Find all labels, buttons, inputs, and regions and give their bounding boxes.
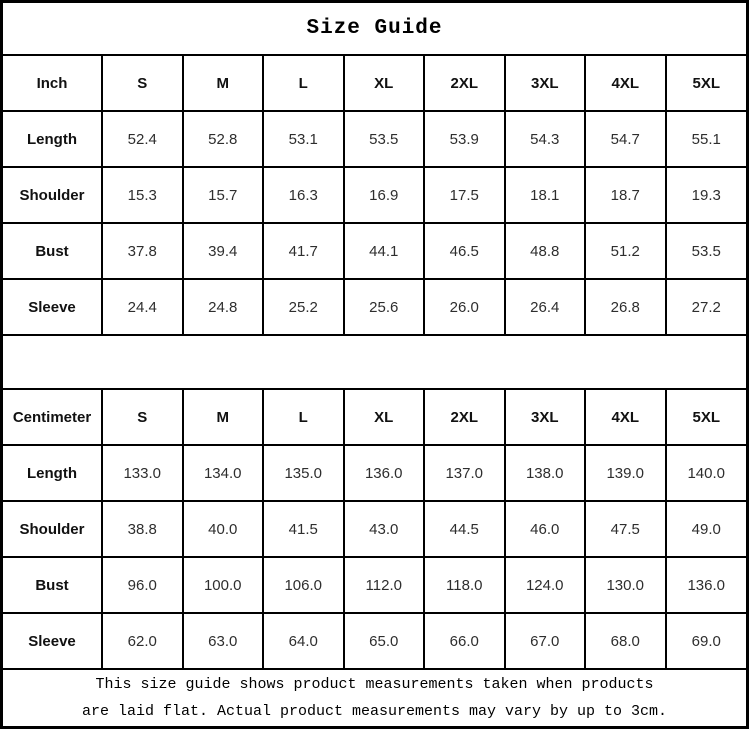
size-value-cell: 136.0 bbox=[344, 445, 425, 501]
size-header-cell: M bbox=[183, 390, 264, 445]
size-value-cell: 139.0 bbox=[585, 445, 666, 501]
size-value-cell: 38.8 bbox=[102, 501, 183, 557]
size-value-cell: 15.7 bbox=[183, 167, 264, 223]
size-value-cell: 69.0 bbox=[666, 613, 747, 668]
size-value-cell: 133.0 bbox=[102, 445, 183, 501]
row-label-cell: Shoulder bbox=[3, 501, 102, 557]
size-value-cell: 54.7 bbox=[585, 111, 666, 167]
size-header-cell: 3XL bbox=[505, 390, 586, 445]
size-value-cell: 37.8 bbox=[102, 223, 183, 279]
inch-size-table bbox=[3, 56, 746, 334]
size-value-cell: 106.0 bbox=[263, 557, 344, 613]
title-row bbox=[3, 3, 746, 56]
table-row bbox=[3, 501, 746, 557]
size-value-cell: 44.5 bbox=[424, 501, 505, 557]
table-row bbox=[3, 613, 746, 668]
size-value-cell: 138.0 bbox=[505, 445, 586, 501]
footer-note-line1: This size guide shows product measurements taken when products bbox=[95, 676, 654, 693]
size-value-cell: 54.3 bbox=[505, 111, 586, 167]
row-label-cell: Sleeve bbox=[3, 613, 102, 668]
size-header-cell: 4XL bbox=[585, 390, 666, 445]
size-value-cell: 41.7 bbox=[263, 223, 344, 279]
size-header-cell: 5XL bbox=[666, 56, 747, 111]
size-value-cell: 52.8 bbox=[183, 111, 264, 167]
size-value-cell: 100.0 bbox=[183, 557, 264, 613]
size-header-cell: 3XL bbox=[505, 56, 586, 111]
unit-header-cell: Inch bbox=[3, 56, 102, 111]
size-value-cell: 48.8 bbox=[505, 223, 586, 279]
row-label-cell: Shoulder bbox=[3, 167, 102, 223]
size-value-cell: 52.4 bbox=[102, 111, 183, 167]
size-value-cell: 55.1 bbox=[666, 111, 747, 167]
size-value-cell: 18.1 bbox=[505, 167, 586, 223]
size-value-cell: 46.0 bbox=[505, 501, 586, 557]
size-header-cell: 2XL bbox=[424, 390, 505, 445]
size-value-cell: 140.0 bbox=[666, 445, 747, 501]
table-row bbox=[3, 557, 746, 613]
size-value-cell: 26.0 bbox=[424, 279, 505, 334]
row-label-cell: Sleeve bbox=[3, 279, 102, 334]
size-value-cell: 47.5 bbox=[585, 501, 666, 557]
size-value-cell: 137.0 bbox=[424, 445, 505, 501]
size-header-cell: XL bbox=[344, 390, 425, 445]
size-value-cell: 68.0 bbox=[585, 613, 666, 668]
size-value-cell: 26.4 bbox=[505, 279, 586, 334]
size-value-cell: 16.3 bbox=[263, 167, 344, 223]
size-header-cell: M bbox=[183, 56, 264, 111]
row-label-cell: Bust bbox=[3, 557, 102, 613]
size-value-cell: 40.0 bbox=[183, 501, 264, 557]
size-value-cell: 25.6 bbox=[344, 279, 425, 334]
row-label-cell: Bust bbox=[3, 223, 102, 279]
table-row bbox=[3, 445, 746, 501]
size-value-cell: 16.9 bbox=[344, 167, 425, 223]
size-value-cell: 62.0 bbox=[102, 613, 183, 668]
table-row bbox=[3, 111, 746, 167]
size-value-cell: 43.0 bbox=[344, 501, 425, 557]
spacer-row bbox=[3, 334, 746, 390]
size-value-cell: 24.4 bbox=[102, 279, 183, 334]
size-value-cell: 67.0 bbox=[505, 613, 586, 668]
size-value-cell: 39.4 bbox=[183, 223, 264, 279]
size-value-cell: 63.0 bbox=[183, 613, 264, 668]
size-value-cell: 46.5 bbox=[424, 223, 505, 279]
size-value-cell: 130.0 bbox=[585, 557, 666, 613]
size-value-cell: 53.1 bbox=[263, 111, 344, 167]
size-value-cell: 136.0 bbox=[666, 557, 747, 613]
size-header-cell: L bbox=[263, 56, 344, 111]
table-row bbox=[3, 279, 746, 334]
size-value-cell: 53.9 bbox=[424, 111, 505, 167]
size-value-cell: 118.0 bbox=[424, 557, 505, 613]
size-value-cell: 112.0 bbox=[344, 557, 425, 613]
table-row bbox=[3, 167, 746, 223]
size-value-cell: 19.3 bbox=[666, 167, 747, 223]
size-value-cell: 66.0 bbox=[424, 613, 505, 668]
cm-size-table bbox=[3, 390, 746, 668]
size-value-cell: 53.5 bbox=[666, 223, 747, 279]
table-row bbox=[3, 223, 746, 279]
footer-note bbox=[3, 668, 746, 726]
cm-header-row bbox=[3, 390, 746, 445]
size-header-cell: 5XL bbox=[666, 390, 747, 445]
size-value-cell: 53.5 bbox=[344, 111, 425, 167]
size-header-cell: L bbox=[263, 390, 344, 445]
size-value-cell: 26.8 bbox=[585, 279, 666, 334]
size-value-cell: 134.0 bbox=[183, 445, 264, 501]
size-value-cell: 65.0 bbox=[344, 613, 425, 668]
size-value-cell: 18.7 bbox=[585, 167, 666, 223]
size-header-cell: 2XL bbox=[424, 56, 505, 111]
size-value-cell: 41.5 bbox=[263, 501, 344, 557]
size-value-cell: 51.2 bbox=[585, 223, 666, 279]
unit-header-cell: Centimeter bbox=[3, 390, 102, 445]
size-value-cell: 17.5 bbox=[424, 167, 505, 223]
size-value-cell: 49.0 bbox=[666, 501, 747, 557]
row-label-cell: Length bbox=[3, 111, 102, 167]
page-title: Size Guide bbox=[306, 17, 443, 40]
size-header-cell: S bbox=[102, 390, 183, 445]
size-value-cell: 25.2 bbox=[263, 279, 344, 334]
size-value-cell: 124.0 bbox=[505, 557, 586, 613]
size-value-cell: 27.2 bbox=[666, 279, 747, 334]
size-header-cell: XL bbox=[344, 56, 425, 111]
size-value-cell: 44.1 bbox=[344, 223, 425, 279]
size-value-cell: 24.8 bbox=[183, 279, 264, 334]
size-header-cell: S bbox=[102, 56, 183, 111]
size-value-cell: 15.3 bbox=[102, 167, 183, 223]
size-value-cell: 64.0 bbox=[263, 613, 344, 668]
size-header-cell: 4XL bbox=[585, 56, 666, 111]
inch-header-row bbox=[3, 56, 746, 111]
footer-note-line2: are laid flat. Actual product measurements may vary by up to 3cm. bbox=[81, 703, 668, 720]
size-value-cell: 135.0 bbox=[263, 445, 344, 501]
row-label-cell: Length bbox=[3, 445, 102, 501]
size-value-cell: 96.0 bbox=[102, 557, 183, 613]
